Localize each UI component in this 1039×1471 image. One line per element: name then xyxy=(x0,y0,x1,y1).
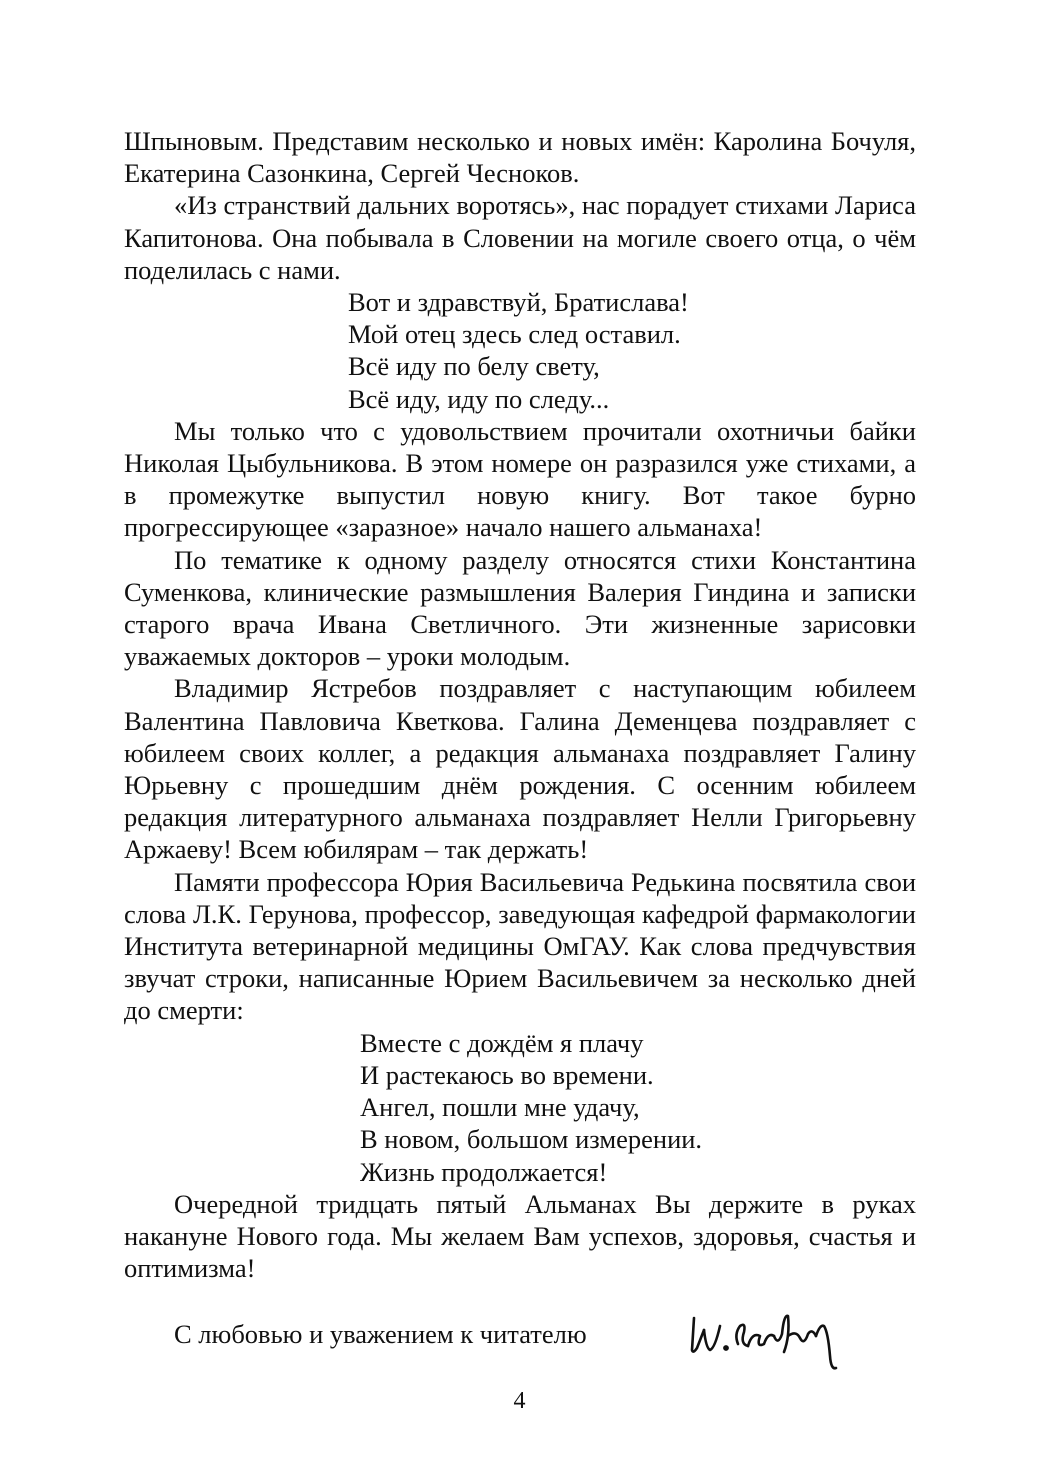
paragraph-5: Владимир Ястребов поздравляет с наступающим юбилеем Валентина Павловича Кветкова. Галина Деменцева поздравляет с юбилеем своих коллег, а редакция альманаха поздравляет Галину Юрьевну с прошедшим днём рождения. С осенним юбилеем редакция литературного альманаха поздравляет Нелли Григорьевну Аржаеву! Всем юбилярам – так держать! xyxy=(124,673,916,865)
poem-line: В новом, большом измерении. xyxy=(360,1124,703,1155)
poem-line: И растекаюсь во времени. xyxy=(360,1059,654,1090)
paragraph-4: По тематике к одному разделу относятся стихи Константина Суменкова, клинические размышления Валерия Гиндина и записки старого врача Ивана Светличного. Эти жизненные зарисовки уважаемых докторов – уроки молодым. xyxy=(124,544,916,672)
poem-line: Мой отец здесь след оставил. xyxy=(348,319,681,350)
poem-line: Ангел, пошли мне удачу, xyxy=(360,1092,640,1123)
page-number: 4 xyxy=(513,1388,526,1414)
poem-line: Вместе с дождём я плачу xyxy=(360,1027,644,1058)
paragraph-3: Мы только что с удовольствием прочитали охотничьи байки Николая Цыбульникова. В этом номере он разразился уже стихами, а в промежутке выпустил новую книгу. Вот такое бурно прогрессирующее «заразное» начало нашего альманаха! xyxy=(124,415,916,543)
poem-line: Вот и здравствуй, Братислава! xyxy=(348,287,689,318)
poem-rain xyxy=(124,1027,916,1188)
poem-bratislava xyxy=(124,286,916,415)
paragraph-1: Шпыновым. Представим несколько и новых имён: Каролина Бочуля, Екатерина Сазонкина, Сергей Чесноков. xyxy=(124,126,916,189)
poem-line: Всё иду по белу свету, xyxy=(348,351,600,382)
poem-line: Жизнь продолжается! xyxy=(360,1156,608,1187)
paragraph-2: «Из странствий дальних воротясь», нас порадует стихами Лариса Капитонова. Она побывала в Словении на могиле своего отца, о чём поделилась с нами. xyxy=(124,190,916,285)
paragraph-7: Очередной тридцать пятый Альманах Вы держите в руках накануне Нового года. Мы желаем Вам успехов, здоровья, счастья и оптимизма! xyxy=(124,1188,916,1284)
poem-line: Всё иду, иду по следу... xyxy=(348,383,610,414)
signature xyxy=(684,1296,844,1376)
closing-line: С любовью и уважением к читателю xyxy=(174,1319,587,1349)
body-text xyxy=(124,125,916,1284)
paragraph-6: Памяти профессора Юрия Васильевича Редькина посвятила свои слова Л.К. Герунова, профессор, заведующая кафедрой фармакологии Института ветеринарной медицины ОмГАУ. Как слова предчувствия звучат строки, написанные Юрием Васильевичем за несколько дней до смерти: xyxy=(124,866,916,1026)
